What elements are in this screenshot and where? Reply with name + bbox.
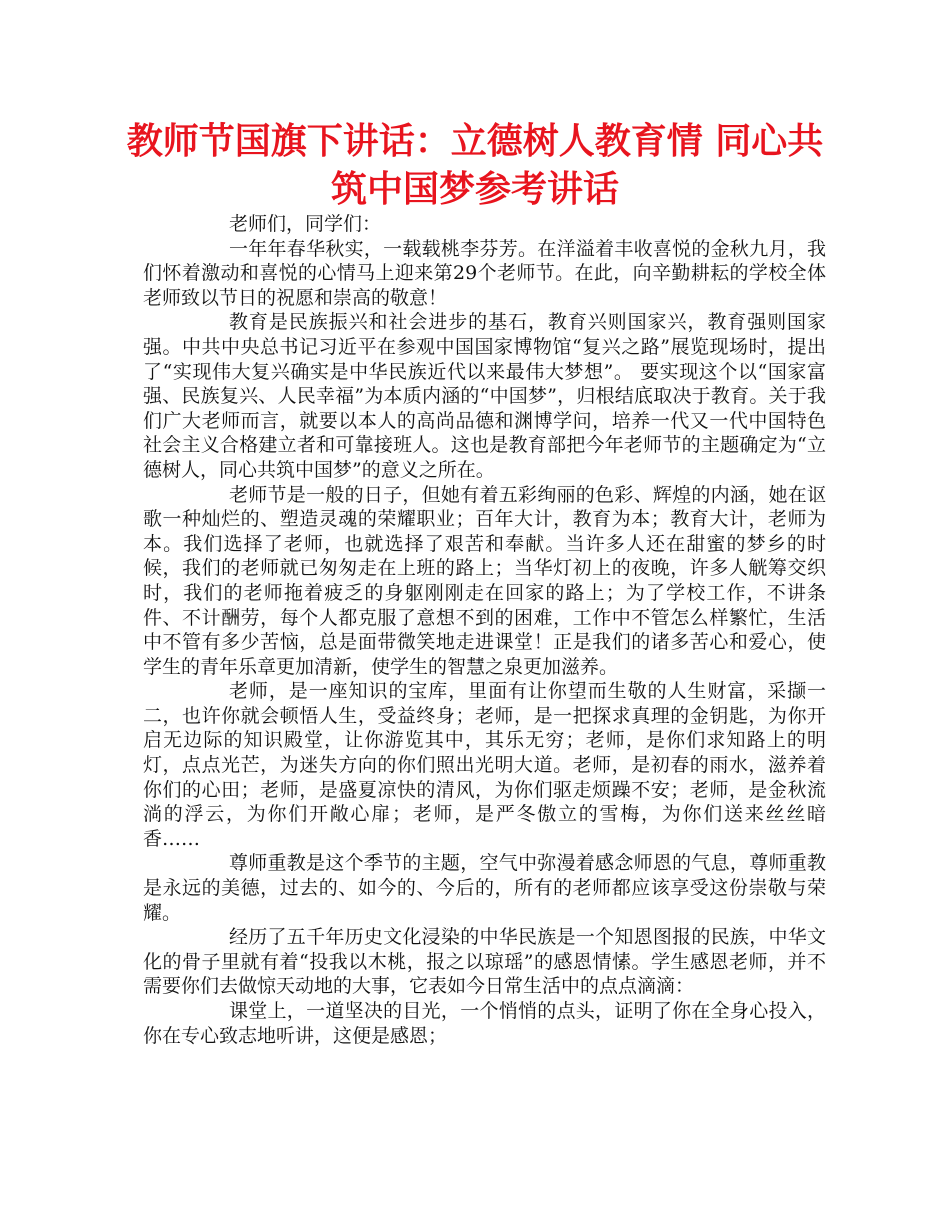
paragraph-1: 一年年春华秋实，一载载桃李芬芳。在洋溢着丰收喜悦的金秋九月，我们怀着激动和喜悦的心情马上迎来第29个老师节。在此，向辛勤耕耘的学校全体老师致以节日的祝愿和崇高的敬意！ <box>143 237 826 309</box>
greeting-paragraph: 老师们，同学们： <box>229 213 382 235</box>
document-body <box>143 212 826 1048</box>
paragraph-3: 老师节是一般的日子，但她有着五彩绚丽的色彩、辉煌的内涵，她在讴歌一种灿烂的、塑造灵魂的荣耀职业；百年大计，教育为本；教育大计，老师为本。我们选择了老师，也就选择了艰苦和奉献。当许多人还在甜蜜的梦乡的时候，我们的老师就已匆匆走在上班的路上；当华灯初上的夜晚，许多人觥筹交织时，我们的老师拖着疲乏的身躯刚刚走在回家的路上；为了学校工作，不讲条件、不计酬劳，每个人都克服了意想不到的困难，工作中不管怎么样繁忙，生活中不管有多少苦恼，总是面带微笑地走进课堂！正是我们的诸多苦心和爱心，使学生的青年乐章更加清新，使学生的智慧之泉更加滋养。 <box>143 483 826 678</box>
paragraph-6: 经历了五千年历史文化浸染的中华民族是一个知恩图报的民族，中华文化的骨子里就有着“投我以木桃，报之以琼瑶”的感恩情愫。学生感恩老师，并不需要你们去做惊天动地的大事，它表如今日常生活中的点点滴滴： <box>143 926 826 998</box>
paragraph-2: 教育是民族振兴和社会进步的基石，教育兴则国家兴，教育强则国家强。中共中央总书记习近平在参观中国国家博物馆“复兴之路”展览现场时，提出了“实现伟大复兴确实是中华民族近代以来最伟大梦想”。 要实现这个以“国家富强、民族复兴、人民幸福”为本质内涵的“中国梦”，归根结底取决于教育。关于我们广大老师而言，就要以本人的高尚品德和渊博学问，培养一代又一代中国特色社会主义合格建立者和可靠接班人。这也是教育部把今年老师节的主题确定为“立德树人，同心共筑中国梦”的意义之所在。 <box>143 311 826 481</box>
paragraph-5: 尊师重教是这个季节的主题，空气中弥漫着感念师恩的气息，尊师重教是永远的美德，过去的、如今的、今后的，所有的老师都应该享受这份崇敬与荣耀。 <box>143 852 826 924</box>
paragraph-4: 老师，是一座知识的宝库，里面有让你望而生敬的人生财富，采撷一二，也许你就会顿悟人生，受益终身；老师，是一把探求真理的金钥匙，为你开启无边际的知识殿堂，让你游览其中，其乐无穷；老师，是你们求知路上的明灯，点点光芒，为迷失方向的你们照出光明大道。老师，是初春的雨水，滋养着你们的心田；老师，是盛夏凉快的清风，为你们驱走烦躁不安；老师，是金秋流淌的浮云，为你们开敞心扉；老师，是严冬傲立的雪梅，为你们送来丝丝暗香…… <box>143 680 826 850</box>
paragraph-7: 课堂上，一道坚决的目光，一个悄悄的点头，证明了你在全身心投入，你在专心致志地听讲，这便是感恩； <box>143 1000 826 1047</box>
document-title: 教师节国旗下讲话：立德树人教育情 同心共筑中国梦参考讲话 <box>126 121 824 210</box>
